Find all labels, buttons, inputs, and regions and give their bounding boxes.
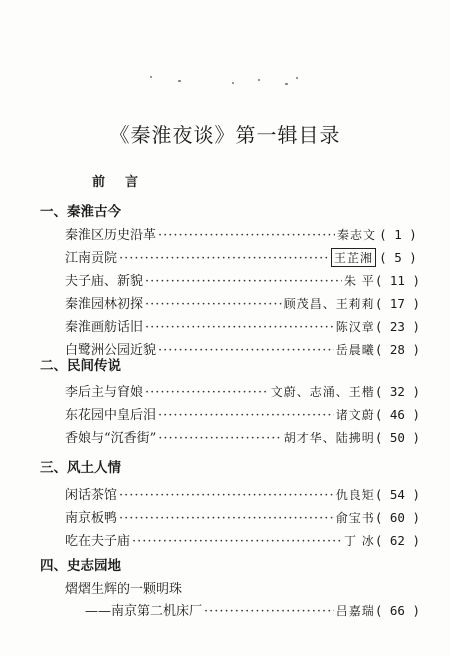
- entry-author: 诸文蔚: [335, 408, 375, 422]
- section-heading: 四、史志园地: [40, 558, 121, 574]
- scan-speck: [178, 80, 181, 82]
- entry-author: 朱 平: [343, 274, 375, 288]
- entry-title: 李后主与窅娘: [65, 385, 144, 400]
- entry-title: 秦淮区历史沿革: [65, 228, 157, 243]
- toc-entry[interactable]: [65, 224, 420, 244]
- entry-author: 文蔚、志涌、王楷: [270, 385, 375, 399]
- entry-page: ( 17 ): [375, 296, 420, 311]
- entry-author: 秦志文: [336, 228, 376, 242]
- entry-author: 吕嘉瑞: [335, 604, 375, 618]
- leader-dots: [145, 274, 342, 289]
- entry-title: 东花园中皇后泪: [65, 408, 157, 423]
- toc-entry[interactable]: [65, 247, 420, 267]
- entry-title: 吃在夫子庙: [65, 534, 131, 549]
- section-heading: 二、民间传说: [40, 358, 121, 374]
- entry-page: ( 32 ): [375, 384, 420, 399]
- entry-page: ( 11 ): [375, 273, 420, 288]
- toc-entry[interactable]: [65, 381, 420, 401]
- entry-page: ( 50 ): [375, 430, 420, 445]
- entry-page: ( 5 ): [376, 250, 420, 265]
- entry-page: ( 46 ): [375, 407, 420, 422]
- leader-dots: [158, 408, 334, 423]
- leader-dots: [158, 431, 282, 446]
- leader-dots: [132, 534, 342, 549]
- entry-title: ——南京第二机床厂: [85, 604, 203, 619]
- entry-page: ( 60 ): [375, 510, 420, 525]
- entry-author: 丁 冰: [343, 534, 375, 548]
- entry-author: 俞宝书: [335, 511, 375, 525]
- leader-dots: [145, 385, 269, 400]
- entry-title: 南京板鸭: [65, 511, 118, 526]
- leader-dots: [119, 251, 329, 266]
- entry-author: 胡才华、陆拂明: [283, 431, 375, 445]
- toc-entry[interactable]: [65, 530, 420, 550]
- toc-entry[interactable]: [65, 270, 420, 290]
- leader-dots: [204, 604, 334, 619]
- toc-entry[interactable]: [65, 316, 420, 336]
- leader-dots: [145, 297, 282, 312]
- entry-page: ( 23 ): [375, 319, 420, 334]
- scan-speck: [150, 76, 152, 78]
- entry-title: 夫子庙、新貌: [65, 274, 144, 289]
- entry-title-line1[interactable]: 熠熠生辉的一颗明珠: [65, 582, 183, 597]
- leader-dots: [119, 511, 334, 526]
- preface-heading: 前言: [92, 175, 159, 190]
- page-title: 《秦淮夜谈》第一辑目录: [109, 123, 341, 147]
- toc-entry[interactable]: [65, 427, 420, 447]
- entry-title: 江南贡院: [65, 251, 118, 266]
- leader-dots: [158, 343, 334, 358]
- entry-page: ( 54 ): [375, 487, 420, 502]
- entry-title: 香娘与“沉香街”: [65, 431, 157, 446]
- scan-speck: [296, 77, 298, 79]
- entry-title: 白鹭洲公园近貌: [65, 343, 157, 358]
- section-heading: 一、秦淮古今: [40, 204, 121, 220]
- toc-entry[interactable]: [65, 484, 420, 504]
- entry-author: 王芷湘: [331, 248, 376, 267]
- leader-dots: [158, 228, 335, 243]
- entry-title: 闲话茶馆: [65, 488, 118, 503]
- entry-page: ( 1 ): [376, 227, 420, 242]
- entry-title: 秦淮园林初探: [65, 297, 144, 312]
- entry-page: ( 66 ): [375, 603, 420, 618]
- entry-author: 顾茂昌、王莉莉: [283, 297, 375, 311]
- entry-author: 陈汉章: [335, 320, 375, 334]
- toc-entry[interactable]: [65, 507, 420, 527]
- leader-dots: [145, 320, 334, 335]
- entry-page: ( 62 ): [375, 533, 420, 548]
- scan-speck: [232, 82, 234, 84]
- entry-author: 仇良矩: [335, 488, 375, 502]
- scan-speck: [285, 83, 288, 85]
- toc-entry[interactable]: [65, 404, 420, 424]
- entry-title: 秦淮画舫话旧: [65, 320, 144, 335]
- toc-entry[interactable]: [85, 600, 420, 620]
- scan-speck: [258, 79, 260, 81]
- entry-page: ( 28 ): [375, 342, 420, 357]
- entry-author: 岳晨曦: [335, 343, 375, 357]
- leader-dots: [119, 488, 334, 503]
- toc-entry[interactable]: [65, 293, 420, 313]
- section-heading: 三、风土人情: [40, 460, 121, 476]
